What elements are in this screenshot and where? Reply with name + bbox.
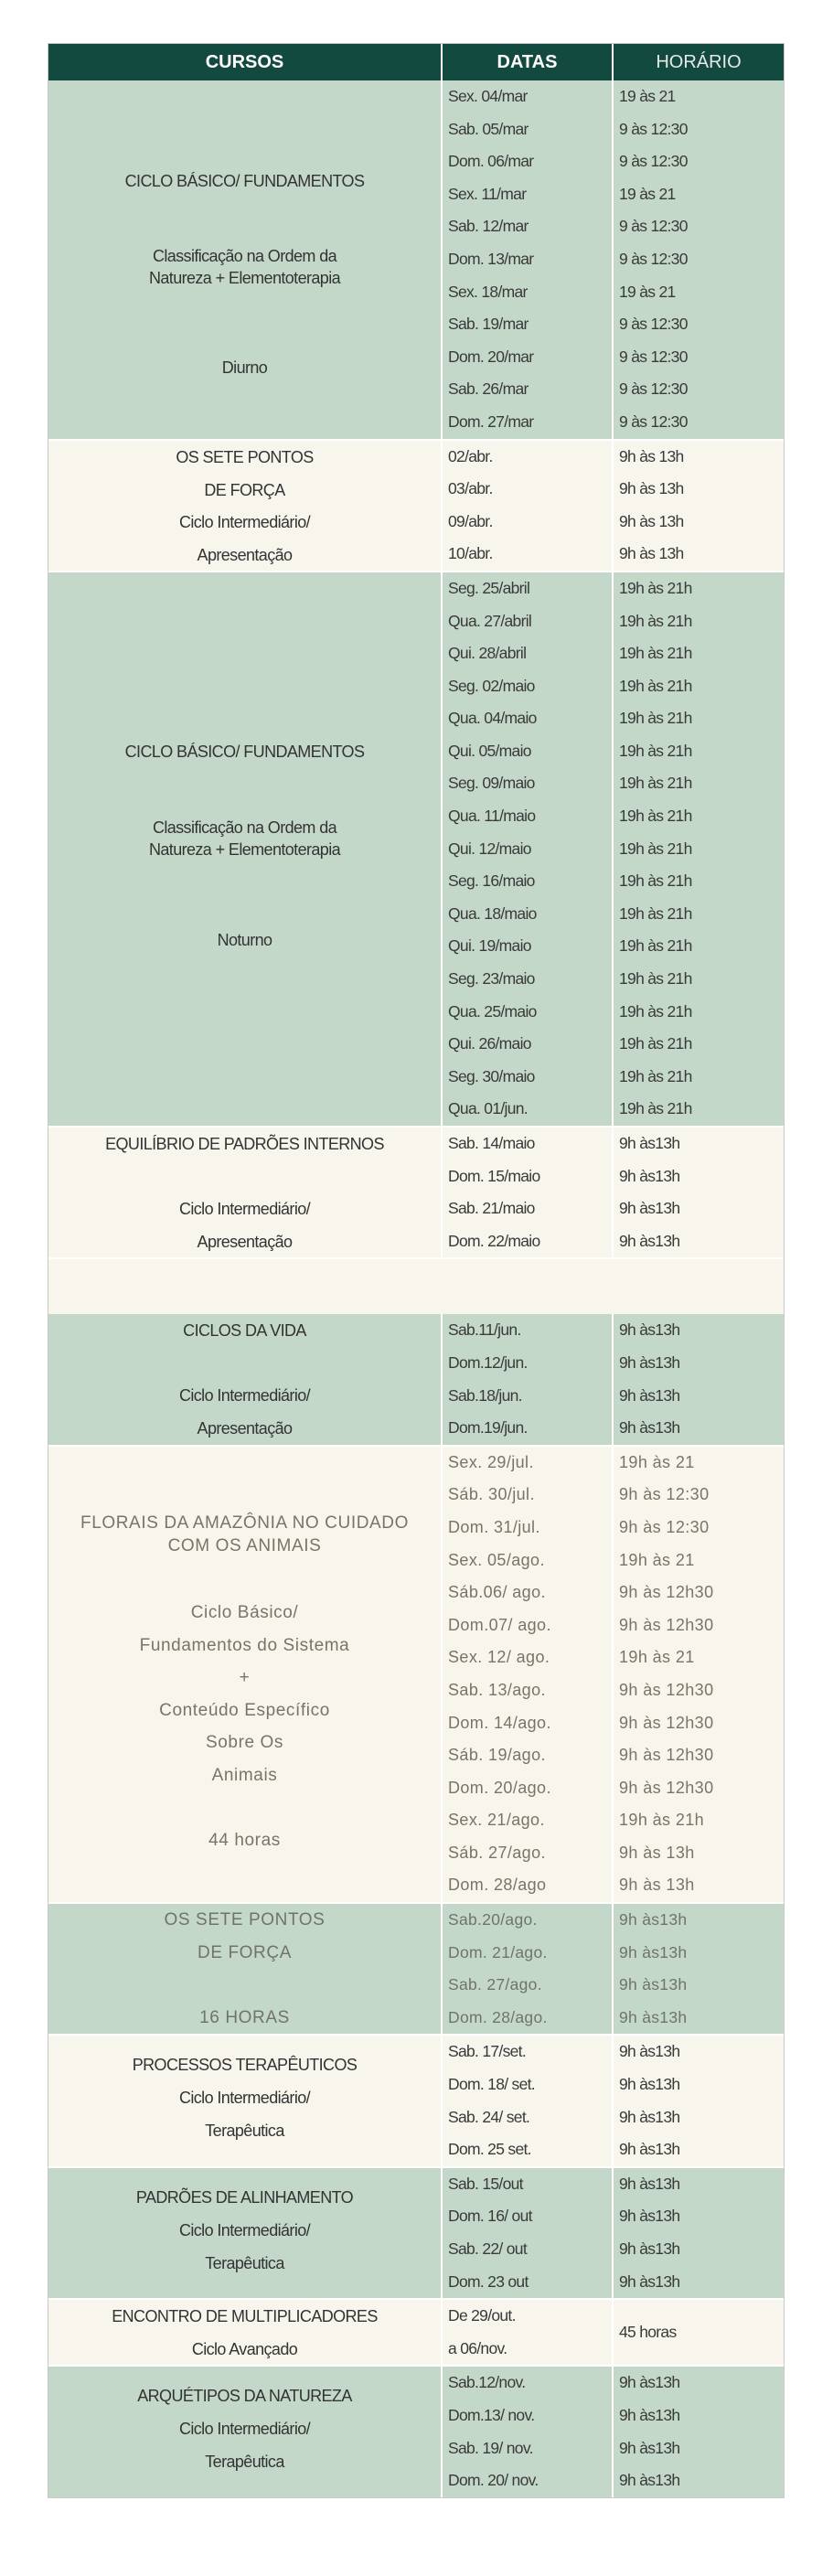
hour-item: 19h às 21h bbox=[619, 741, 692, 760]
hour-item: 45 horas bbox=[619, 2323, 677, 2342]
date-item: Sáb. 30/jul. bbox=[448, 1485, 535, 1504]
course-row bbox=[48, 1445, 784, 1902]
date-item: Seg. 25/abril bbox=[448, 578, 530, 597]
course-subtitle: Animais bbox=[211, 1765, 278, 1785]
course-cell bbox=[48, 1128, 441, 1257]
hour-item: 19h às 21h bbox=[619, 1034, 692, 1053]
hour-item: 9h às 12h30 bbox=[619, 1615, 714, 1634]
hour-item: 9h às 13h bbox=[619, 1843, 695, 1862]
date-item: Dom. 22/maio bbox=[448, 1231, 540, 1250]
course-subtitle: Ciclo Intermediário/ bbox=[178, 1386, 311, 1406]
course-title: PROCESSOS TERAPÊUTICOS bbox=[132, 2056, 358, 2075]
hour-item: 9h às13h bbox=[619, 2140, 680, 2159]
course-subtitle: Classificação na Ordem da bbox=[152, 247, 337, 265]
dates-cell bbox=[441, 1128, 612, 1257]
date-item: Sex. 05/ago. bbox=[448, 1550, 545, 1569]
hour-item: 9h às13h bbox=[619, 2107, 680, 2126]
course-cell bbox=[48, 1314, 441, 1444]
date-item: Sab. 22/ out bbox=[448, 2239, 527, 2258]
course-row bbox=[48, 1902, 784, 2034]
course-subtitle: Fundamentos do Sistema bbox=[139, 1635, 350, 1655]
hour-item: 19h às 21h bbox=[619, 936, 692, 956]
date-item: Dom. 20/ nov. bbox=[448, 2471, 539, 2490]
hours-cell bbox=[612, 1314, 784, 1444]
hour-item: 19h às 21h bbox=[619, 644, 692, 663]
date-item: Dom. 15/maio bbox=[448, 1166, 540, 1185]
hour-item: 9h às 13h bbox=[619, 511, 684, 530]
hour-item: 9h às13h bbox=[619, 2174, 680, 2193]
course-cell bbox=[48, 1447, 441, 1902]
header-dates: DATAS bbox=[441, 44, 612, 80]
date-item: Dom. 18/ set. bbox=[448, 2075, 535, 2094]
dates-cell bbox=[441, 1904, 612, 2034]
hour-item: 19h às 21 bbox=[619, 1648, 695, 1667]
date-item: Qui. 28/abril bbox=[448, 644, 527, 663]
date-item: Sab. 17/set. bbox=[448, 2042, 526, 2061]
course-title: ARQUÉTIPOS DA NATUREZA bbox=[137, 2387, 352, 2406]
hour-item: 19h às 21h bbox=[619, 903, 692, 923]
course-row bbox=[48, 2365, 784, 2496]
course-duration: 16 HORAS bbox=[199, 2008, 290, 2028]
date-item: 10/abr. bbox=[448, 544, 493, 563]
hours-cell bbox=[612, 572, 784, 1126]
hours-cell bbox=[612, 2367, 784, 2496]
date-item: Qui. 26/maio bbox=[448, 1034, 531, 1053]
dates-cell bbox=[441, 1314, 612, 1444]
date-item: Sab. 12/mar bbox=[448, 217, 529, 236]
header-courses: CURSOS bbox=[205, 51, 284, 72]
course-row bbox=[48, 2298, 784, 2365]
date-item: Dom. 27/mar bbox=[448, 412, 534, 431]
course-title: DE FORÇA bbox=[204, 480, 285, 499]
course-cell bbox=[48, 80, 441, 439]
dates-cell bbox=[441, 441, 612, 571]
hour-item: 19h às 21 bbox=[619, 1550, 695, 1569]
hour-item: 19h às 21h bbox=[619, 1099, 692, 1118]
hour-item: 19h às 21h bbox=[619, 839, 692, 858]
course-period: Diurno bbox=[221, 358, 268, 377]
hour-item: 19h às 21h bbox=[619, 774, 692, 793]
hour-item: 9h às13h bbox=[619, 2373, 680, 2392]
date-item: Sab. 19/ nov. bbox=[448, 2438, 533, 2457]
date-item: Dom.07/ ago. bbox=[448, 1615, 551, 1634]
course-subtitle: Classificação na Ordem da bbox=[152, 818, 337, 837]
date-item: Qua. 01/jun. bbox=[448, 1099, 528, 1118]
date-item: Dom.13/ nov. bbox=[448, 2405, 535, 2424]
date-item: Seg. 30/maio bbox=[448, 1066, 535, 1085]
date-item: Sab.18/jun. bbox=[448, 1385, 522, 1405]
course-cell bbox=[48, 572, 441, 1126]
hour-item: 9h às 12h30 bbox=[619, 1746, 714, 1765]
dates-cell bbox=[441, 572, 612, 1126]
dates-cell bbox=[441, 1447, 612, 1902]
hour-item: 9 às 12:30 bbox=[619, 379, 688, 399]
hours-cell bbox=[612, 80, 784, 439]
course-cell bbox=[48, 2300, 441, 2365]
schedule-table bbox=[48, 43, 785, 2498]
course-title: CICLO BÁSICO/ FUNDAMENTOS bbox=[124, 172, 365, 190]
hour-item: 9h às13h bbox=[619, 2438, 680, 2457]
course-subtitle: + bbox=[239, 1667, 251, 1687]
header-hours: HORÁRIO bbox=[612, 44, 784, 80]
date-item: Dom. 14/ago. bbox=[448, 1713, 551, 1732]
course-subtitle: Natureza + Elementoterapia bbox=[148, 839, 341, 859]
date-item: 03/abr. bbox=[448, 479, 493, 498]
date-item: Dom. 20/mar bbox=[448, 347, 534, 366]
hour-item: 9 às 12:30 bbox=[619, 315, 688, 334]
date-item: Dom. 16/ out bbox=[448, 2207, 532, 2226]
date-item: Dom. 21/ago. bbox=[448, 1942, 548, 1961]
hours-cell bbox=[612, 1447, 784, 1902]
hour-item: 19 às 21 bbox=[619, 282, 676, 301]
hour-item: 9h às13h bbox=[619, 1910, 688, 1929]
date-item: Sex. 04/mar bbox=[448, 87, 528, 105]
hour-item: 9h às13h bbox=[619, 1199, 680, 1218]
date-item: Sex. 12/ ago. bbox=[448, 1648, 550, 1667]
hour-item: 9h às13h bbox=[619, 1134, 680, 1152]
date-item: Seg. 23/maio bbox=[448, 969, 535, 989]
date-item: Qua. 25/maio bbox=[448, 1001, 537, 1021]
date-item: Qui. 19/maio bbox=[448, 936, 531, 956]
date-item: Sab.12/nov. bbox=[448, 2373, 526, 2392]
date-item: Qua. 18/maio bbox=[448, 903, 537, 923]
date-item: a 06/nov. bbox=[448, 2338, 507, 2357]
course-row bbox=[48, 1314, 784, 1444]
course-subtitle: Apresentação bbox=[197, 545, 293, 564]
hour-item: 9h às13h bbox=[619, 2207, 680, 2226]
dates-cell bbox=[441, 2168, 612, 2298]
date-item: Dom. 31/jul. bbox=[448, 1517, 540, 1536]
course-subtitle: Apresentação bbox=[197, 1419, 293, 1438]
hour-item: 9 às 12:30 bbox=[619, 412, 688, 431]
hour-item: 9h às13h bbox=[619, 1231, 680, 1250]
date-item: Sex. 18/mar bbox=[448, 282, 528, 301]
hour-item: 9h às 12:30 bbox=[619, 1517, 710, 1536]
date-item: Seg. 02/maio bbox=[448, 676, 535, 695]
course-title: OS SETE PONTOS bbox=[164, 1910, 326, 1930]
date-item: Sab. 13/ago. bbox=[448, 1680, 546, 1699]
course-row bbox=[48, 2034, 784, 2165]
course-title: PADRÕES DE ALINHAMENTO bbox=[135, 2187, 354, 2207]
dates-cell bbox=[441, 2036, 612, 2165]
course-title: ENCONTRO DE MULTIPLICADORES bbox=[112, 2307, 378, 2326]
dates-cell bbox=[441, 80, 612, 439]
date-item: Dom. 28/ago. bbox=[448, 2007, 548, 2026]
date-item: Dom.19/jun. bbox=[448, 1418, 528, 1438]
hour-item: 19 às 21 bbox=[619, 87, 676, 105]
course-cell bbox=[48, 1904, 441, 2034]
course-cell bbox=[48, 441, 441, 571]
hour-item: 19h às 21h bbox=[619, 709, 692, 728]
hour-item: 9h às 12h30 bbox=[619, 1713, 714, 1732]
hour-item: 9 às 12:30 bbox=[619, 119, 688, 138]
date-item: Sab. 14/maio bbox=[448, 1134, 535, 1152]
hour-item: 19h às 21h bbox=[619, 1066, 692, 1085]
course-title: FLORAIS DA AMAZÔNIA NO CUIDADO bbox=[80, 1512, 409, 1533]
course-subtitle: Ciclo Intermediário/ bbox=[178, 2420, 311, 2439]
course-row bbox=[48, 1126, 784, 1257]
date-item: Seg. 09/maio bbox=[448, 774, 535, 793]
hours-cell bbox=[612, 2036, 784, 2165]
hour-item: 9h às13h bbox=[619, 1385, 680, 1405]
hour-item: 9h às 13h bbox=[619, 446, 684, 465]
hour-item: 9h às 12h30 bbox=[619, 1583, 714, 1602]
date-item: Qui. 05/maio bbox=[448, 741, 531, 760]
date-item: 09/abr. bbox=[448, 511, 493, 530]
date-item: Qua. 27/abril bbox=[448, 611, 532, 630]
date-item: 02/abr. bbox=[448, 446, 493, 465]
course-title: COM OS ANIMAIS bbox=[167, 1535, 322, 1555]
hour-item: 19h às 21h bbox=[619, 969, 692, 989]
date-item: Sab. 21/maio bbox=[448, 1199, 535, 1218]
date-item: Sab. 15/out bbox=[448, 2174, 523, 2193]
date-item: Sab. 27/ago. bbox=[448, 1975, 542, 1994]
hours-cell bbox=[612, 1904, 784, 2034]
course-subtitle: Sobre Os bbox=[205, 1732, 284, 1752]
hours-cell bbox=[612, 2300, 784, 2365]
date-item: Dom. 20/ago. bbox=[448, 1778, 551, 1797]
course-subtitle: Ciclo Avançado bbox=[191, 2340, 298, 2359]
hour-item: 9h às13h bbox=[619, 1942, 688, 1961]
hour-item: 9h às13h bbox=[619, 2075, 680, 2094]
course-subtitle: Ciclo Intermediário/ bbox=[178, 2089, 311, 2108]
hour-item: 9h às13h bbox=[619, 1320, 680, 1340]
date-item: Sex. 21/ago. bbox=[448, 1811, 545, 1830]
hour-item: 19h às 21h bbox=[619, 611, 692, 630]
course-subtitle: Conteúdo Específico bbox=[159, 1700, 330, 1720]
dates-cell bbox=[441, 2300, 612, 2365]
date-item: Dom. 13/mar bbox=[448, 249, 534, 268]
date-item: Sáb.06/ ago. bbox=[448, 1583, 546, 1602]
date-item: Sab. 19/mar bbox=[448, 315, 529, 334]
hour-item: 19h às 21h bbox=[619, 807, 692, 826]
date-item: Sab. 05/mar bbox=[448, 119, 529, 138]
course-title: CICLOS DA VIDA bbox=[183, 1321, 306, 1341]
date-item: Sex. 11/mar bbox=[448, 184, 527, 203]
hour-item: 19h às 21h bbox=[619, 676, 692, 695]
date-item: Sab. 26/mar bbox=[448, 379, 529, 399]
course-subtitle: Ciclo Intermediário/ bbox=[178, 2220, 311, 2239]
hour-item: 9h às13h bbox=[619, 2471, 680, 2490]
course-subtitle: Ciclo Intermediário/ bbox=[178, 1200, 311, 1218]
hour-item: 9h às13h bbox=[619, 1352, 680, 1372]
course-subtitle: Natureza + Elementoterapia bbox=[148, 269, 341, 287]
date-item: Dom. 23 out bbox=[448, 2271, 529, 2291]
date-item: Sáb. 19/ago. bbox=[448, 1746, 546, 1765]
course-subtitle: Ciclo Básico/ bbox=[190, 1602, 299, 1622]
hours-cell bbox=[612, 2168, 784, 2298]
date-item: De 29/out. bbox=[448, 2306, 516, 2325]
date-item: Dom.12/jun. bbox=[448, 1352, 528, 1372]
hour-item: 9h às 12h30 bbox=[619, 1778, 714, 1797]
date-item: Sab. 24/ set. bbox=[448, 2107, 530, 2126]
hour-item: 9h às13h bbox=[619, 2007, 688, 2026]
hour-item: 19h às 21 bbox=[619, 1452, 695, 1471]
hour-item: 9h às 12:30 bbox=[619, 1485, 710, 1504]
date-item: Dom. 28/ago bbox=[448, 1876, 547, 1895]
date-item: Dom. 25 set. bbox=[448, 2140, 531, 2159]
date-item: Sab.20/ago. bbox=[448, 1910, 538, 1929]
date-item: Sab.11/jun. bbox=[448, 1320, 521, 1340]
date-item: Qui. 12/maio bbox=[448, 839, 531, 858]
date-item: Dom. 06/mar bbox=[448, 152, 534, 171]
hour-item: 9h às13h bbox=[619, 1418, 680, 1438]
hour-item: 19h às 21h bbox=[619, 1001, 692, 1021]
hour-item: 9h às13h bbox=[619, 1166, 680, 1185]
course-title: OS SETE PONTOS bbox=[176, 447, 314, 466]
course-subtitle: Terapêutica bbox=[205, 2122, 284, 2141]
course-title: EQUILÍBRIO DE PADRÕES INTERNOS bbox=[105, 1135, 384, 1153]
hour-item: 9 às 12:30 bbox=[619, 152, 688, 171]
course-subtitle: Terapêutica bbox=[205, 2253, 284, 2272]
hour-item: 9h às 12h30 bbox=[619, 1680, 714, 1699]
hour-item: 19h às 21h bbox=[619, 1811, 705, 1830]
hour-item: 9h às13h bbox=[619, 2239, 680, 2258]
course-duration: 44 horas bbox=[208, 1830, 281, 1850]
hour-item: 19h às 21h bbox=[619, 578, 692, 597]
hour-item: 9h às13h bbox=[619, 1975, 688, 1994]
date-item: Qua. 04/maio bbox=[448, 709, 537, 728]
hour-item: 19h às 21h bbox=[619, 871, 692, 891]
course-period: Noturno bbox=[217, 930, 272, 949]
course-subtitle: Ciclo Intermediário/ bbox=[178, 512, 311, 531]
hour-item: 9 às 12:30 bbox=[619, 217, 688, 236]
spacer-row bbox=[48, 1257, 784, 1314]
hour-item: 9h às13h bbox=[619, 2405, 680, 2424]
hour-item: 9 às 12:30 bbox=[619, 249, 688, 268]
course-row bbox=[48, 80, 784, 439]
course-cell bbox=[48, 2168, 441, 2298]
course-title: DE FORÇA bbox=[198, 1943, 292, 1963]
course-row bbox=[48, 439, 784, 571]
course-cell bbox=[48, 2367, 441, 2496]
hour-item: 9h às13h bbox=[619, 2271, 680, 2291]
hour-item: 9h às 13h bbox=[619, 1876, 695, 1895]
hour-item: 9h às 13h bbox=[619, 479, 684, 498]
hour-item: 9h às 13h bbox=[619, 544, 684, 563]
hour-item: 19 às 21 bbox=[619, 184, 676, 203]
date-item: Qua. 11/maio bbox=[448, 807, 536, 826]
hour-item: 9h às13h bbox=[619, 2042, 680, 2061]
hours-cell bbox=[612, 441, 784, 571]
date-item: Seg. 16/maio bbox=[448, 871, 535, 891]
course-row bbox=[48, 571, 784, 1126]
course-subtitle: Terapêutica bbox=[205, 2453, 284, 2472]
hour-item: 9 às 12:30 bbox=[619, 347, 688, 366]
course-subtitle: Apresentação bbox=[197, 1233, 293, 1251]
hours-cell bbox=[612, 1128, 784, 1257]
course-row bbox=[48, 2166, 784, 2298]
table-header bbox=[48, 44, 784, 80]
date-item: Sáb. 27/ago. bbox=[448, 1843, 546, 1862]
date-item: Sex. 29/jul. bbox=[448, 1452, 534, 1471]
course-cell bbox=[48, 2036, 441, 2165]
course-title: CICLO BÁSICO/ FUNDAMENTOS bbox=[124, 742, 365, 761]
dates-cell bbox=[441, 2367, 612, 2496]
